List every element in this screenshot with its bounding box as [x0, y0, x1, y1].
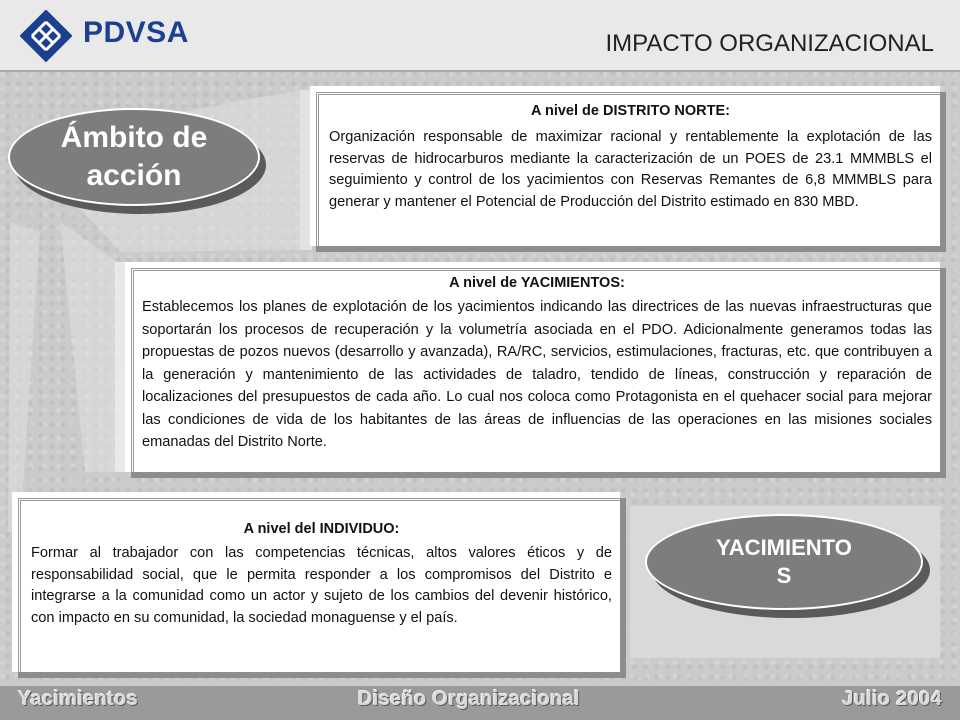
footer-right: Julio 2004 — [842, 688, 942, 710]
distrito-panel — [310, 86, 940, 246]
header-bar — [0, 0, 960, 72]
footer-bar — [0, 686, 960, 720]
distrito-panel-border — [316, 92, 940, 246]
ambito-line-2: acción — [86, 159, 182, 192]
individuo-panel — [12, 492, 620, 672]
badge-line-1: YACIMIENTO — [716, 535, 852, 560]
individuo-heading: A nivel del INDIVIDUO: — [243, 521, 400, 537]
individuo-body: Formar al trabajador con las competencias técnicas, altos valores éticos y de responsabilidad social, que le permita responder a los compromisos del Distrito e integrarse a la comunidad como un actor y sujeto de los cambios del devenir histórico, con impacto en su comunidad, la sociedad monaguense y el país. — [31, 545, 612, 626]
pdvsa-logo-icon — [20, 10, 72, 62]
footer-center: Diseño Organizacional — [358, 688, 580, 710]
yacimientos-badge-label — [645, 514, 923, 610]
yacimientos-panel-border — [131, 268, 940, 472]
distrito-heading: A nivel de DISTRITO NORTE: — [531, 103, 730, 119]
ambito-line-1: Ámbito de — [60, 121, 208, 154]
yacimientos-panel — [125, 262, 940, 472]
badge-line-2: S — [776, 563, 792, 588]
page-title: IMPACTO ORGANIZACIONAL — [605, 30, 934, 57]
yacimientos-heading: A nivel de YACIMIENTOS: — [449, 275, 625, 291]
individuo-panel-border — [18, 498, 620, 672]
distrito-body: Organización responsable de maximizar racional y rentablemente la explotación de las reservas de hidrocarburos mediante la caracterización de un POES de 23.1 MMMBLS el seguimiento y control de los yacimientos con Reservas Remantes de 6,8 MMMBLS para generar y mantener el Potencial de Producción del Distrito estimado en 830 MBD. — [329, 129, 932, 210]
brand-name: PDVSA — [83, 16, 189, 49]
yacimientos-body: Establecemos los planes de explotación de los yacimientos indicando las directrices de las nuevas infraestructuras que soportarán los procesos de recuperación y la volumetría asociada en el PDO. Adicionalmente generamos todas las propuestas de pozos nuevos (desarrollo y avanzada), RA/RC, servicios, estimulaciones, fracturas, etc. que contribuyen a la generación y mantenimiento de las actividades de taladro, tendido de líneas, construcción y reparación de localizaciones del presupuestos de cada año. Lo cual nos coloca como Protagonista en el quehacer social para mejorar las condiciones de vida de los habitantes de las áreas de influencias de las operaciones en las misiones sociales emanadas del Distrito Norte. — [142, 299, 932, 450]
footer-left: Yacimientos — [18, 688, 139, 710]
ambito-label — [8, 108, 260, 206]
